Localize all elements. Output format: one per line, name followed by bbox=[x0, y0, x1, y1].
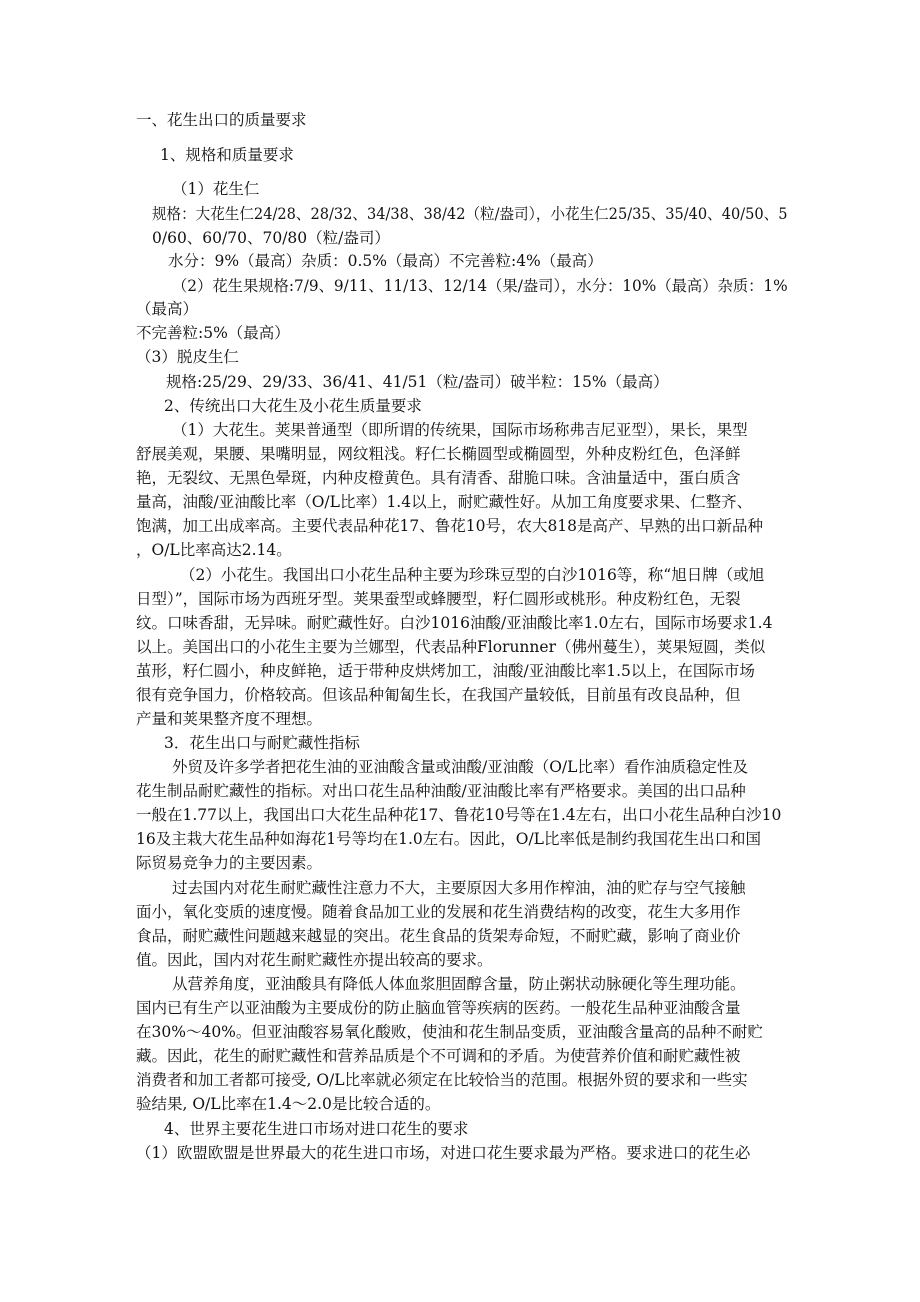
text-line: 不完善粒:5%（最高） bbox=[136, 324, 290, 342]
text-line: 日型）”，国际市场为西班牙型。荚果蚕型或蜂腰型，籽仁圆形或桃形。种皮粉红色，无裂 bbox=[136, 590, 741, 608]
text-line: 饱满，加工出成率高。主要代表品种花17、鲁花10号，农大818是高产、早熟的出口新品种 bbox=[136, 517, 764, 535]
text-line: 以上。美国出口的小花生主要为兰娜型，代表品种Florunner（佛州蔓生），荚果短圆，类似 bbox=[136, 638, 766, 656]
text-line: 验结果, O/L比率在1.4～2.0是比较合适的。 bbox=[136, 1095, 441, 1113]
text-line: 面小，氧化变质的速度慢。随着食品加工业的发展和花生消费结构的改变，花生大多用作 bbox=[136, 903, 741, 921]
text-line: 食品，耐贮藏性问题越来越显的突出。花生食品的货架寿命短，不耐贮藏，影响了商业价 bbox=[136, 927, 741, 945]
text-line: 在30%～40%。但亚油酸容易氧化酸败，使油和花生制品变质，亚油酸含量高的品种不耐贮 bbox=[136, 1023, 763, 1041]
text-line: 外贸及许多学者把花生油的亚油酸含量或油酸/亚油酸（O/L比率）看作油质稳定性及 bbox=[172, 758, 748, 776]
section-heading-1: 一、花生出口的质量要求 bbox=[136, 111, 307, 129]
text-line: 从营养角度，亚油酸具有降低人体血浆胆固醇含量，防止粥状动脉硬化等生理功能。 bbox=[172, 975, 746, 993]
text-line: （最高） bbox=[136, 300, 199, 318]
text-line: 藏。因此，花生的耐贮藏性和营养品质是个不可调和的矛盾。为使营养价值和耐贮藏性被 bbox=[136, 1047, 741, 1065]
text-line: 水分：9%（最高）杂质：0.5%（最高）不完善粒:4%（最高） bbox=[168, 252, 603, 270]
text-line: 产量和荚果整齐度不理想。 bbox=[136, 710, 323, 728]
subsection-heading-3: 3．花生出口与耐贮藏性指标 bbox=[164, 734, 360, 752]
text-line: 舒展美观，果腰、果嘴明显，网纹粗浅。籽仁长椭圆型或椭圆型，外种皮粉红色，色泽鲜 bbox=[136, 445, 741, 463]
text-line: 艳，无裂纹、无黑色晕斑，内种皮橙黄色。具有清香、甜脆口味。含油量适中，蛋白质含 bbox=[136, 469, 741, 487]
subsection-heading-1-1: 1、规格和质量要求 bbox=[160, 146, 294, 164]
text-line: 规格:25/29、29/33、36/41、41/51（粒/盎司）破半粒：15%（最高） bbox=[166, 373, 669, 391]
subsection-heading-2: 2、传统出口大花生及小花生质量要求 bbox=[164, 397, 422, 415]
text-line: （1）欧盟欧盟是世界最大的花生进口市场，对进口花生要求最为严格。要求进口的花生必 bbox=[136, 1144, 751, 1162]
item-heading-peeled: （3）脱皮生仁 bbox=[136, 348, 239, 366]
text-line: 国内已有生产以亚油酸为主要成份的防止脑血管等疾病的医药。一般花生品种亚油酸含量 bbox=[136, 999, 741, 1017]
text-line: 过去国内对花生耐贮藏性注意力不大，主要原因大多用作榨油，油的贮存与空气接触 bbox=[172, 879, 746, 897]
text-line: 纹。口味香甜，无异味。耐贮藏性好。白沙1016油酸/亚油酸比率1.0左右，国际市场要求1.4 bbox=[136, 614, 773, 632]
text-line: 很有竞争国力，价格较高。但该品种匍匐生长，在我国产量较低，目前虽有改良品种，但 bbox=[136, 686, 741, 704]
text-line: 花生制品耐贮藏性的指标。对出口花生品种油酸/亚油酸比率有严格要求。美国的出口品种 bbox=[136, 782, 746, 800]
subsection-heading-4: 4、世界主要花生进口市场对进口花生的要求 bbox=[164, 1120, 469, 1138]
text-line: ，O/L比率高达2.14。 bbox=[136, 541, 292, 559]
text-line: 值。因此，国内对花生耐贮藏性亦提出较高的要求。 bbox=[136, 951, 493, 969]
text-line: 一般在1.77以上，我国出口大花生品种花17、鲁花10号等在1.4左右，出口小花生品种白沙10 bbox=[136, 806, 782, 824]
text-line: 际贸易竞争力的主要因素。 bbox=[136, 854, 323, 872]
text-line: （2）花生果规格:7/9、9/11、11/13、12/14（果/盎司），水分：10%（最高）杂质：1% bbox=[172, 277, 788, 295]
text-line: （2）小花生。我国出口小花生品种主要为珍珠豆型的白沙1016等，称“旭日牌（或旭 bbox=[180, 566, 765, 584]
text-line: 0/60、60/70、70/80（粒/盎司） bbox=[152, 229, 390, 247]
text-line: 茧形，籽仁圆小，种皮鲜艳，适于带种皮烘烤加工，油酸/亚油酸比率1.5以上，在国际市场 bbox=[136, 662, 755, 680]
text-line: 消费者和加工者都可接受, O/L比率就必须定在比较恰当的范围。根据外贸的要求和一些实 bbox=[136, 1071, 748, 1089]
text-line: 16及主栽大花生品种如海花1号等均在1.0左右。因此，O/L比率低是制约我国花生出口和国 bbox=[136, 830, 761, 848]
text-line: （1）大花生。荚果普通型（即所谓的传统果，国际市场称弗吉尼亚型），果长，果型 bbox=[172, 421, 748, 439]
item-heading-kernel: （1）花生仁 bbox=[172, 180, 260, 198]
text-line: 量高，油酸/亚油酸比率（O/L比率）1.4以上，耐贮藏性好。从加工角度要求果、仁整齐、 bbox=[136, 493, 753, 511]
text-line: 规格：大花生仁24/28、28/32、34/38、38/42（粒/盎司），小花生仁25/35、35/40、40/50、5 bbox=[152, 205, 788, 223]
